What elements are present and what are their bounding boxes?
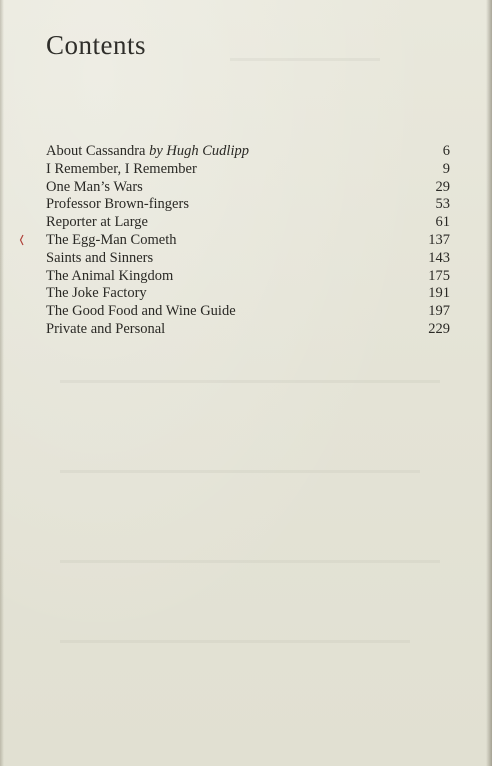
page-right-edge-shadow	[486, 0, 492, 766]
show-through-line	[60, 560, 440, 563]
toc-entry[interactable]	[46, 161, 450, 179]
toc-entry-title: The Good Food and Wine Guide	[46, 303, 236, 320]
toc-entry[interactable]	[46, 303, 450, 321]
toc-entry[interactable]	[46, 214, 450, 232]
toc-entry-title: Private and Personal	[46, 320, 166, 337]
toc-entry-title: Professor Brown-fingers	[46, 196, 189, 213]
toc-entry-title: The Egg-Man Cometh	[46, 231, 177, 248]
margin-mark-icon	[19, 234, 24, 246]
toc-entry-title: Saints and Sinners	[46, 249, 154, 266]
toc-entry-title: I Remember, I Remember	[46, 160, 197, 177]
toc-entry[interactable]	[46, 196, 450, 214]
toc-entry[interactable]	[46, 285, 450, 303]
toc-entry-title: Reporter at Large	[46, 214, 148, 231]
toc-entry-title: The Joke Factory	[46, 285, 147, 302]
toc-entry-title-text: About Cassandra	[46, 143, 146, 159]
toc-entry-page: 197	[428, 303, 450, 320]
toc-entry-page: 9	[442, 160, 450, 177]
show-through-line	[60, 380, 440, 383]
margin-pencil-mark	[19, 234, 23, 246]
table-of-contents	[46, 143, 450, 339]
toc-entry-page: 137	[428, 231, 450, 248]
toc-entry[interactable]	[46, 321, 450, 339]
toc-entry-page: 6	[442, 143, 450, 159]
toc-entry-page: 143	[428, 249, 450, 266]
toc-entry[interactable]	[46, 179, 450, 197]
toc-entry-title: One Man’s Wars	[46, 178, 143, 195]
toc-entry-page: 229	[428, 320, 450, 337]
page-left-edge-shadow	[0, 0, 4, 766]
toc-entry-page: 191	[428, 285, 450, 302]
toc-entry[interactable]	[46, 232, 450, 250]
toc-entry-byline: by Hugh Cudlipp	[149, 143, 249, 159]
show-through-line	[230, 58, 380, 61]
toc-entry-title: The Animal Kingdom	[46, 267, 174, 284]
toc-entry[interactable]	[46, 268, 450, 286]
page-title: Contents	[46, 30, 147, 60]
show-through-line	[60, 470, 420, 473]
toc-entry[interactable]	[46, 143, 450, 161]
toc-entry-title	[46, 143, 249, 161]
show-through-line	[60, 640, 410, 643]
toc-entry[interactable]	[46, 250, 450, 268]
toc-entry-page: 61	[435, 214, 450, 231]
toc-entry-page: 53	[435, 196, 450, 213]
toc-entry-page: 175	[428, 267, 450, 284]
toc-entry-page: 29	[435, 178, 450, 195]
